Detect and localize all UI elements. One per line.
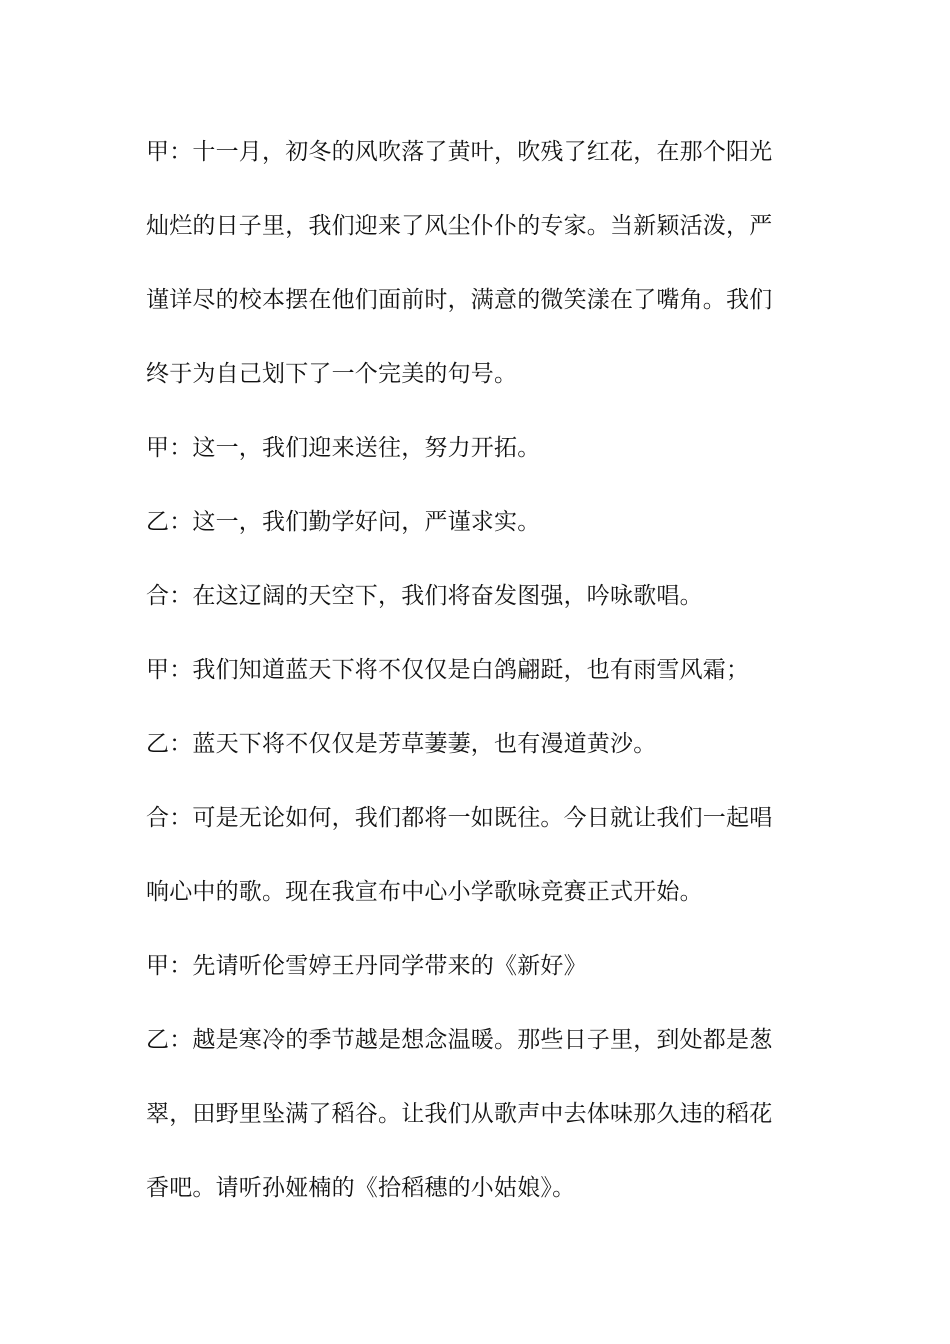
text-line: 甲：十一月，初冬的风吹落了黄叶，吹残了红花，在那个阳光 [146,139,773,165]
text-line: 翠，田野里坠满了稻谷。让我们从歌声中去体味那久违的稻花 [146,1101,773,1127]
text-line: 终于为自己划下了一个完美的句号。 [146,361,518,387]
text-line: 甲：这一，我们迎来送往，努力开拓。 [146,435,541,461]
text-line: 合：在这辽阔的天空下，我们将奋发图强，吟咏歌唱。 [146,583,703,609]
text-line: 谨详尽的校本摆在他们面前时，满意的微笑漾在了嘴角。我们 [146,287,773,313]
text-line: 甲：我们知道蓝天下将不仅仅是白鸽翩跹，也有雨雪风霜； [146,657,750,683]
text-line: 灿烂的日子里，我们迎来了风尘仆仆的专家。当新颖活泼，严 [146,213,773,239]
text-line: 甲：先请听伦雪婷王丹同学带来的《新好》 [146,953,587,979]
text-line: 乙：这一，我们勤学好问，严谨求实。 [146,509,541,535]
text-line: 香吧。请听孙娅楠的《拾稻穗的小姑娘》。 [146,1175,576,1201]
text-line: 合：可是无论如何，我们都将一如既往。今日就让我们一起唱 [146,805,773,831]
text-line: 乙：越是寒冷的季节越是想念温暖。那些日子里，到处都是葱 [146,1027,773,1053]
text-line: 响心中的歌。现在我宣布中心小学歌咏竞赛正式开始。 [146,879,703,905]
document-body [146,128,808,1238]
text-line: 乙：蓝天下将不仅仅是芳草萋萋，也有漫道黄沙。 [146,731,657,757]
